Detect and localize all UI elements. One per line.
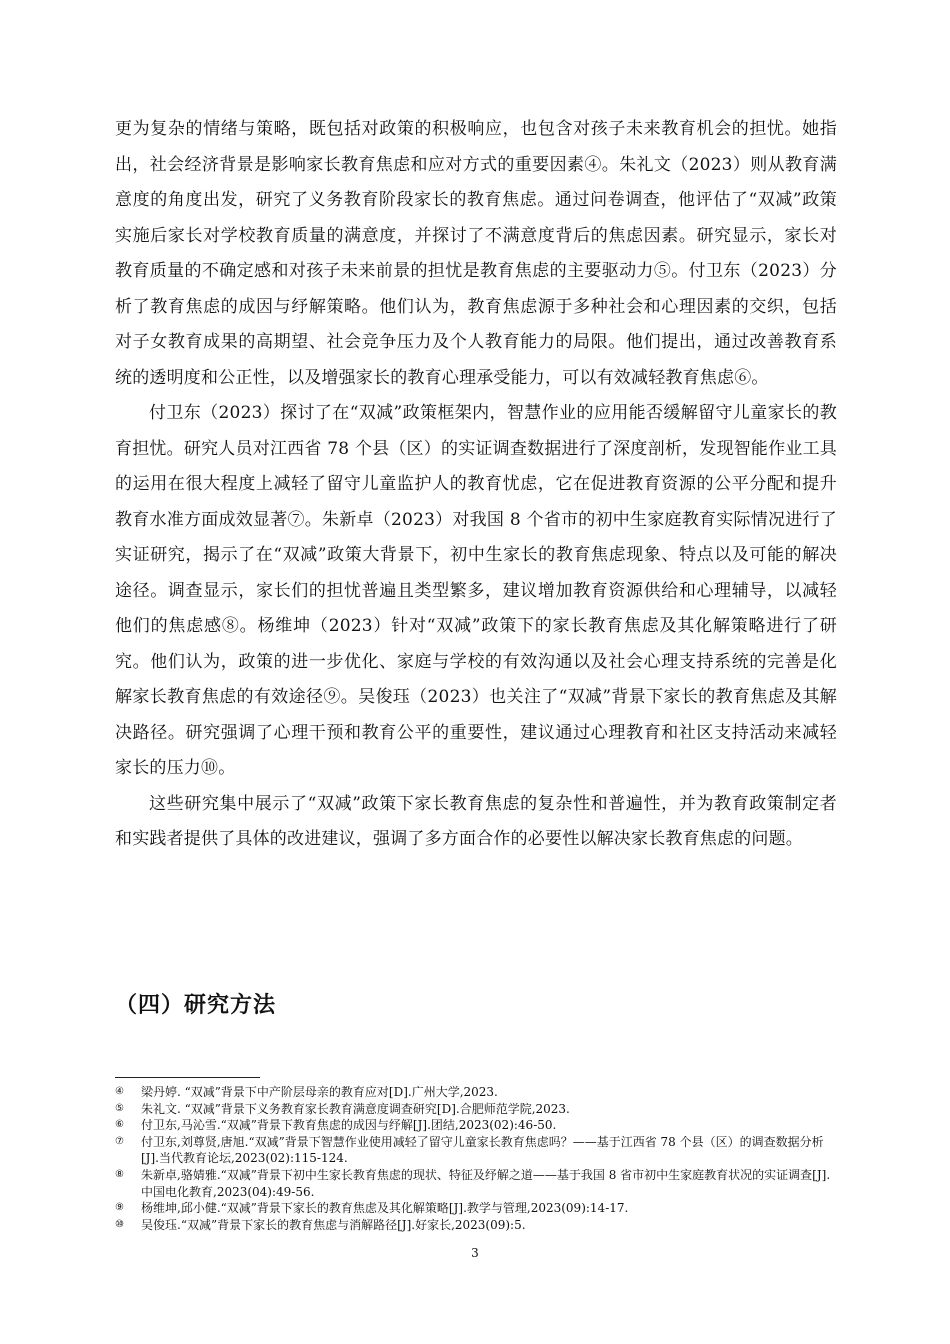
footnote-mark: ⑨: [115, 1202, 124, 1214]
footnote-item: [115, 1117, 839, 1134]
paragraph-2: 付卫东（2023）探讨了在“双减”政策框架内，智慧作业的应用能否缓解留守儿童家长的教育担忧。研究人员对江西省 78 个县（区）的实证调查数据进行了深度剖析，发现智能作业工具的运用在很大程度上减轻了留守儿童监护人的教育忧虑，它在促进教育资源的公平分配和提升教育水准方面成效显著⑦。朱新卓（2023）对我国 8 个省市的初中生家庭教育实际情况进行了实证研究，揭示了在“双减”政策大背景下，初中生家长的教育焦虑现象、特点以及可能的解决途径。调查显示，家长们的担忧普遍且类型繁多，建议增加教育资源供给和心理辅导，以减轻他们的焦虑感⑧。杨维坤（2023）针对“双减”政策下的家长教育焦虑及其化解策略进行了研究。他们认为，政策的进一步优化、家庭与学校的有效沟通以及社会心理支持系统的完善是化解家长教育焦虑的有效途径⑨。吴俊珏（2023）也关注了“双减”背景下家长的教育焦虑及其解决路径。研究强调了心理干预和教育公平的重要性，建议通过心理教育和社区支持活动来减轻家长的压力⑩。: [115, 403, 837, 778]
footnote-text: 吴俊珏.“双减”背景下家长的教育焦虑与消解路径[J].好家长,2023(09):5.: [141, 1217, 526, 1232]
footnote-separator: [115, 1077, 260, 1078]
footnote-text: 付卫东,马沁雪.“双减”背景下教育焦虑的成因与纾解[J].团结,2023(02):46-50.: [141, 1118, 557, 1133]
footnote-item: [115, 1217, 839, 1234]
footnote-text: 朱礼文. “双减”背景下义务教育家长教育满意度调查研究[D].合肥师范学院,2023.: [141, 1101, 570, 1116]
footnote-item: [115, 1134, 839, 1167]
footnote-item: [115, 1200, 839, 1217]
footnote-mark: ⑧: [115, 1168, 124, 1180]
footnote-text: 付卫东,刘尊贤,唐旭.“双减”背景下智慧作业使用减轻了留守儿童家长教育焦虑吗？——基于江西省 78 个县（区）的调查数据分析[J].当代教育论坛,2023(02):115-124.: [141, 1134, 824, 1166]
footnote-text: 杨维坤,邱小健.“双减”背景下家长的教育焦虑及其化解策略[J].教学与管理,2023(09):14-17.: [141, 1201, 629, 1216]
footnote-text: 梁丹婷. “双减”背景下中产阶层母亲的教育应对[D].广州大学,2023.: [141, 1085, 498, 1099]
footnote-mark: ⑥: [115, 1119, 124, 1131]
paragraph-3: 这些研究集中展示了“双减”政策下家长教育焦虑的复杂性和普遍性，并为教育政策制定者和实践者提供了具体的改进建议，强调了多方面合作的必要性以解决家长教育焦虑的问题。: [115, 793, 837, 849]
footnote-mark: ⑤: [115, 1102, 124, 1114]
footnote-mark: ⑩: [115, 1218, 124, 1230]
footnote-item: [115, 1167, 839, 1200]
footnote-mark: ⑦: [115, 1135, 124, 1147]
section-heading: （四）研究方法: [115, 993, 277, 1018]
footnote-mark: ④: [115, 1086, 124, 1097]
footnote-item: [115, 1101, 839, 1118]
page-number: 3: [471, 1246, 479, 1260]
footnotes: [115, 1084, 839, 1233]
paragraph-1: 更为复杂的情绪与策略，既包括对政策的积极响应，也包含对孩子未来教育机会的担忧。她指出，社会经济背景是影响家长教育焦虑和应对方式的重要因素④。朱礼文（2023）则从教育满意度的角度出发，研究了义务教育阶段家长的教育焦虑。通过问卷调查，他评估了“双减”政策实施后家长对学校教育质量的满意度，并探讨了不满意度背后的焦虑因素。研究显示，家长对教育质量的不确定感和对孩子未来前景的担忧是教育焦虑的主要驱动力⑤。付卫东（2023）分析了教育焦虑的成因与纾解策略。他们认为，教育焦虑源于多种社会和心理因素的交织，包括对子女教育成果的高期望、社会竞争压力及个人教育能力的局限。他们提出，通过改善教育系统的透明度和公正性，以及增强家长的教育心理承受能力，可以有效减轻教育焦虑⑥。: [115, 119, 837, 388]
body-text: [115, 112, 837, 858]
footnote-item: [115, 1084, 839, 1101]
footnote-text: 朱新卓,骆婧雅.“双减”背景下初中生家长教育焦虑的现状、特征及纾解之道——基于我国 8 省市初中生家庭教育状况的实证调查[J].中国电化教育,2023(04):49-56.: [141, 1167, 831, 1199]
